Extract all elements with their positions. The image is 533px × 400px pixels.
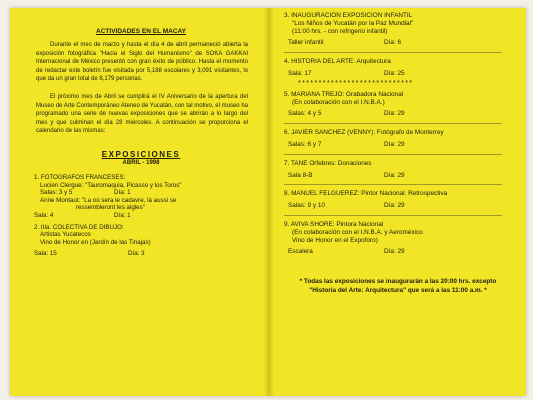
exhibition-dia: Día: 25 (384, 69, 405, 77)
exhibition-title: 3. INAUGURACION EXPOSICION INFANTIL (284, 12, 413, 19)
exhibition-sala-row (284, 248, 512, 256)
divider (284, 52, 502, 53)
exhibition-dia: Día: 1 (114, 211, 131, 219)
exhibition-dia: Día: 29 (384, 110, 405, 118)
exhibition-sala: Sala: 15 (34, 250, 57, 258)
exhibition-sala-row (34, 250, 254, 258)
divider (284, 184, 502, 185)
exhibition-list-left (28, 174, 254, 258)
exhibition-title: 1. FOTOGRAFOS FRANCESES: (34, 173, 126, 181)
exhibition-line: (En colaboración con el I.N.B.A.) (292, 98, 385, 106)
exhibition-title: 8. MANUEL FELGUEREZ: Pintor Nacional. Retrospectiva (284, 190, 448, 198)
exhibition-sala: Sala: 17 (288, 69, 312, 77)
exhibition-line: Vino de Honor en el Expoforo) (292, 236, 378, 244)
exhibition-sala-row (284, 172, 512, 180)
exhibition-line: Vino de Honor en (Jardín de las Tinajas) (40, 238, 151, 246)
asterisk-divider: **************************** (298, 79, 414, 87)
exhibition-title: 5. MARIANA TREJO: Grabadora Nacional (284, 90, 404, 98)
exhibition-item (284, 12, 512, 47)
exhibition-dia: Día: 6 (384, 39, 402, 47)
exhibition-sala: Sala 8-B (288, 171, 313, 179)
exhibition-sala-row (284, 70, 512, 78)
exhibition-dia: Día: 29 (384, 140, 405, 148)
exhibition-sala-row (34, 189, 254, 197)
exhibition-sala: Sala: 4 (34, 211, 54, 219)
exhibition-item (284, 221, 512, 256)
exhibition-sala: Salas: 3 y 5 (40, 189, 73, 197)
exhibition-sala: Salas: 9 y 10 (288, 202, 325, 210)
exhibition-dia: Día: 1 (114, 189, 131, 197)
exhibition-line: ressembleront les aigles" (76, 204, 145, 212)
exhibition-sala-row (284, 39, 512, 47)
exhibition-title: 4. HISTORIA DEL ARTE: Arquitectura (284, 58, 391, 66)
exhibition-sala: Escalera (288, 248, 313, 256)
exhibition-title: 7. TANE Orfebres: Donaciones (284, 159, 372, 167)
exhibition-dia: Día: 3 (128, 250, 145, 258)
exposiciones-month: ABRIL - 1998 (122, 159, 160, 166)
exhibition-item (284, 160, 512, 180)
exhibition-line: (En colaboración con el I.N.B.A. y Aeroméxico (292, 228, 423, 236)
anniversary-paragraph: El próximo mes de Abril se cumplirá el IV Aniversario de la apertura del Museo de Arte Contemporáneo Ateneo de Yucatán, con tal motivo, el museo ha programado una serie de nuevas exposiciones que se abrirán a lo largo del mes y que culminan el día 28 miércoles. A continuación se proporciona el calendario de las mismas: (36, 93, 248, 135)
divider (284, 154, 502, 155)
exhibition-item (284, 58, 512, 78)
left-page-title: ACTIVIDADES EN EL MACAY (96, 28, 186, 35)
exhibition-title: 9. AVIVA SHORE: Pintora Nacional (284, 220, 384, 228)
exhibition-sala: Taller infantil (288, 39, 324, 47)
exhibition-item (28, 174, 254, 220)
divider (284, 123, 502, 124)
exhibition-dia: Día: 29 (384, 202, 405, 210)
left-page (28, 12, 254, 262)
exhibition-dia: Día: 29 (384, 171, 405, 179)
exhibition-item (284, 91, 512, 118)
center-fold (264, 8, 274, 396)
exhibition-line: Anne Montaut: "La où sera le cadavre, là aussi se (40, 196, 177, 204)
right-page (284, 12, 512, 295)
exhibition-sala-row (34, 212, 254, 220)
exhibition-item (284, 129, 512, 149)
exhibition-dia: Día: 29 (384, 248, 405, 256)
exhibition-sala: Salas: 4 y 5 (288, 110, 322, 118)
exhibition-sala: Salas: 6 y 7 (288, 140, 322, 148)
exhibition-title: 2. IIIa. COLECTIVA DE DIBUJO: (34, 223, 124, 231)
exhibition-line: (11:00 hrs. - con refrigerio infantil) (292, 27, 388, 35)
exhibition-sala-row (284, 202, 512, 210)
exhibition-sala-row (284, 141, 512, 149)
exhibition-item (28, 224, 254, 258)
footer-note: * Todas las exposiciones se inaugurarán a las 20:00 hrs. excepto "Historia del Arte: Arquitectura" que será a las 11:00 a.m. * (299, 278, 497, 294)
exhibition-line: Artistas Yucatecos (40, 231, 91, 239)
exposiciones-heading: EXPOSICIONES (101, 149, 181, 159)
exhibition-item (284, 190, 512, 210)
intro-paragraph: Durante el mes de marzo y hasta el día 4 de abril permaneció abierta la exposición fotográfica "Hacia el Siglo del Humanismo" de SOKA GAKKAI Internacional de México presentó con gran éxito de público. Hasta el momento de redactar este boletín fue visitada por 5,188 escolares y 3,091 visitantes, lo que da un gran total de 8,179 personas. (36, 42, 248, 83)
exhibition-line: "Los Niños de Yucatán por la Paz Mundial" (292, 19, 414, 27)
exhibition-title: 6. JAVIER SANCHEZ (VENNY): Fotógrafo de Monterrey (284, 129, 444, 137)
exhibition-line: Lucien Clergue: "Tauromaquia, Picasso y los Toros" (40, 181, 182, 189)
exhibition-sala-row (284, 110, 512, 118)
divider (284, 215, 502, 216)
